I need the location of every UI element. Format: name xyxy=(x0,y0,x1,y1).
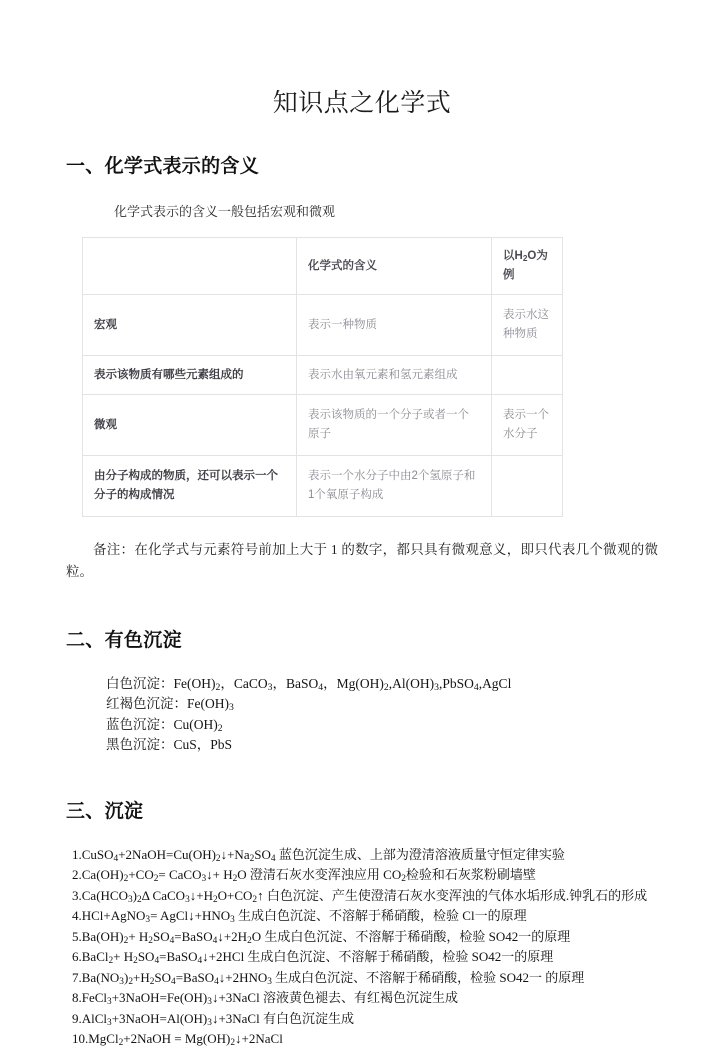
precipitation-reaction-list xyxy=(66,825,658,1050)
list-item: $3.Ca(HCO_3)_2\Delta$ $CaCO_3↓+H_2O+CO_2↑$ 白色沉淀、产生使澄清石灰水变浑浊的气体水垢形成.钟乳石的形成 xyxy=(72,887,648,905)
list-item: 红褐色沉淀：$Fe(OH)_3$ xyxy=(106,696,234,714)
table-cell-meaning: 表示该物质的一个分子或者一个原子 xyxy=(297,395,492,456)
list-item: $2.Ca(OH)_2+CO_2=$ CaCO$_3$↓+ $H_2O$ 澄清石灰水变浑浊应用 $CO_2$检验和石灰浆粉刷墙壁 xyxy=(72,867,536,885)
table-cell-label: 由分子构成的物质，还可以表示一个分子的构成情况 xyxy=(83,456,297,517)
table-cell-meaning: 表示一种物质 xyxy=(297,295,492,356)
section-heading-1: 一、化学式表示的含义 xyxy=(66,156,260,178)
list-item: $8.FeCl_3+3NaOH=Fe(OH)_3↓+3NaCl$ 溶液黄色褪去、有红褐色沉淀生成 xyxy=(72,990,458,1008)
table-header-cell-blank xyxy=(83,238,297,295)
table-row xyxy=(83,395,563,456)
list-item: 白色沉淀：$Fe(OH)_2$，CaCO$_3$，BaSO$_4$，$Mg(OH)_2,Al(OH)_3,PbSO_4,AgCl$ xyxy=(106,675,512,693)
chemical-formula-meaning-table xyxy=(82,237,563,517)
section1-note: 备注：在化学式与元素符号前加上大于 1 的数字，都只具有微观意义，即只代表几个微观的微粒。 xyxy=(66,542,658,580)
table-cell-label: 表示该物质有哪些元素组成的 xyxy=(83,356,297,395)
table-row xyxy=(83,295,563,356)
list-item: $5.Ba(OH)_2+$ $H_2SO_4=BaSO_4↓+2H_2O$ 生成白色沉淀、不溶解于稀硝酸，检验 SO42一的原理 xyxy=(72,928,571,946)
table-cell-example: 表示一个水分子 xyxy=(492,395,563,456)
list-item: 6.BaCl$_2$+ $H_2SO_4=BaSO_4↓+2HCl$ 生成白色沉淀、不溶解于稀硝酸，检验 SO42一的原理 xyxy=(72,949,554,967)
list-item: $1.CuSO_4+2NaOH=Cu(OH)_2↓+Na_2SO_4$ 蓝色沉淀生成、上部为澄清溶液质量守恒定律实验 xyxy=(72,846,565,864)
section-heading-2: 二、有色沉淀 xyxy=(66,630,182,652)
list-item: 4.HCl+AgNO$_3$= $AgCl↓+HNO_3$ 生成白色沉淀、不溶解于稀硝酸，检验 Cl一的原理 xyxy=(72,908,527,926)
section1-intro-text: 化学式表示的含义一般包括宏观和微观 xyxy=(114,203,336,219)
table-header-cell-meaning: 化学式的含义 xyxy=(297,238,492,295)
table-row xyxy=(83,456,563,517)
table-cell-label: 微观 xyxy=(83,395,297,456)
table-cell-example xyxy=(492,356,563,395)
list-item: 黑色沉淀：CuS，PbS xyxy=(106,737,233,753)
section-heading-3: 三、沉淀 xyxy=(66,800,144,822)
colored-precipitate-list xyxy=(66,654,658,756)
list-item: 10.MgCl$_2$+2NaOH = $Mg(OH)_2↓+2NaCl$ xyxy=(72,1031,283,1049)
list-item: $9.AlCl_3+3NaOH=Al(OH)_3↓+3NaCl$ 有白色沉淀生成 xyxy=(72,1010,354,1028)
list-item: 蓝色沉淀：$Cu(OH)_2$ xyxy=(106,716,223,734)
table-cell-label: 宏观 xyxy=(83,295,297,356)
page-title: 知识点之化学式 xyxy=(272,90,452,117)
table-header-cell-example: 以$H_2O$为例 xyxy=(492,238,563,295)
table-cell-meaning: 表示一个水分子中由2个氢原子和1个氧原子构成 xyxy=(297,456,492,517)
meaning-table-wrapper xyxy=(66,221,658,517)
table-header-row xyxy=(83,238,563,295)
table-cell-meaning: 表示水由氧元素和氢元素组成 xyxy=(297,356,492,395)
table-row xyxy=(83,356,563,395)
list-item: $7.Ba(NO_3)_2+H_2SO_4=BaSO_4↓+2HNO_3$ 生成白色沉淀、不溶解于稀硝酸，检验 SO42一 的原理 xyxy=(72,969,585,987)
table-cell-example: 表示水这种物质 xyxy=(492,295,563,356)
table-cell-example xyxy=(492,456,563,517)
